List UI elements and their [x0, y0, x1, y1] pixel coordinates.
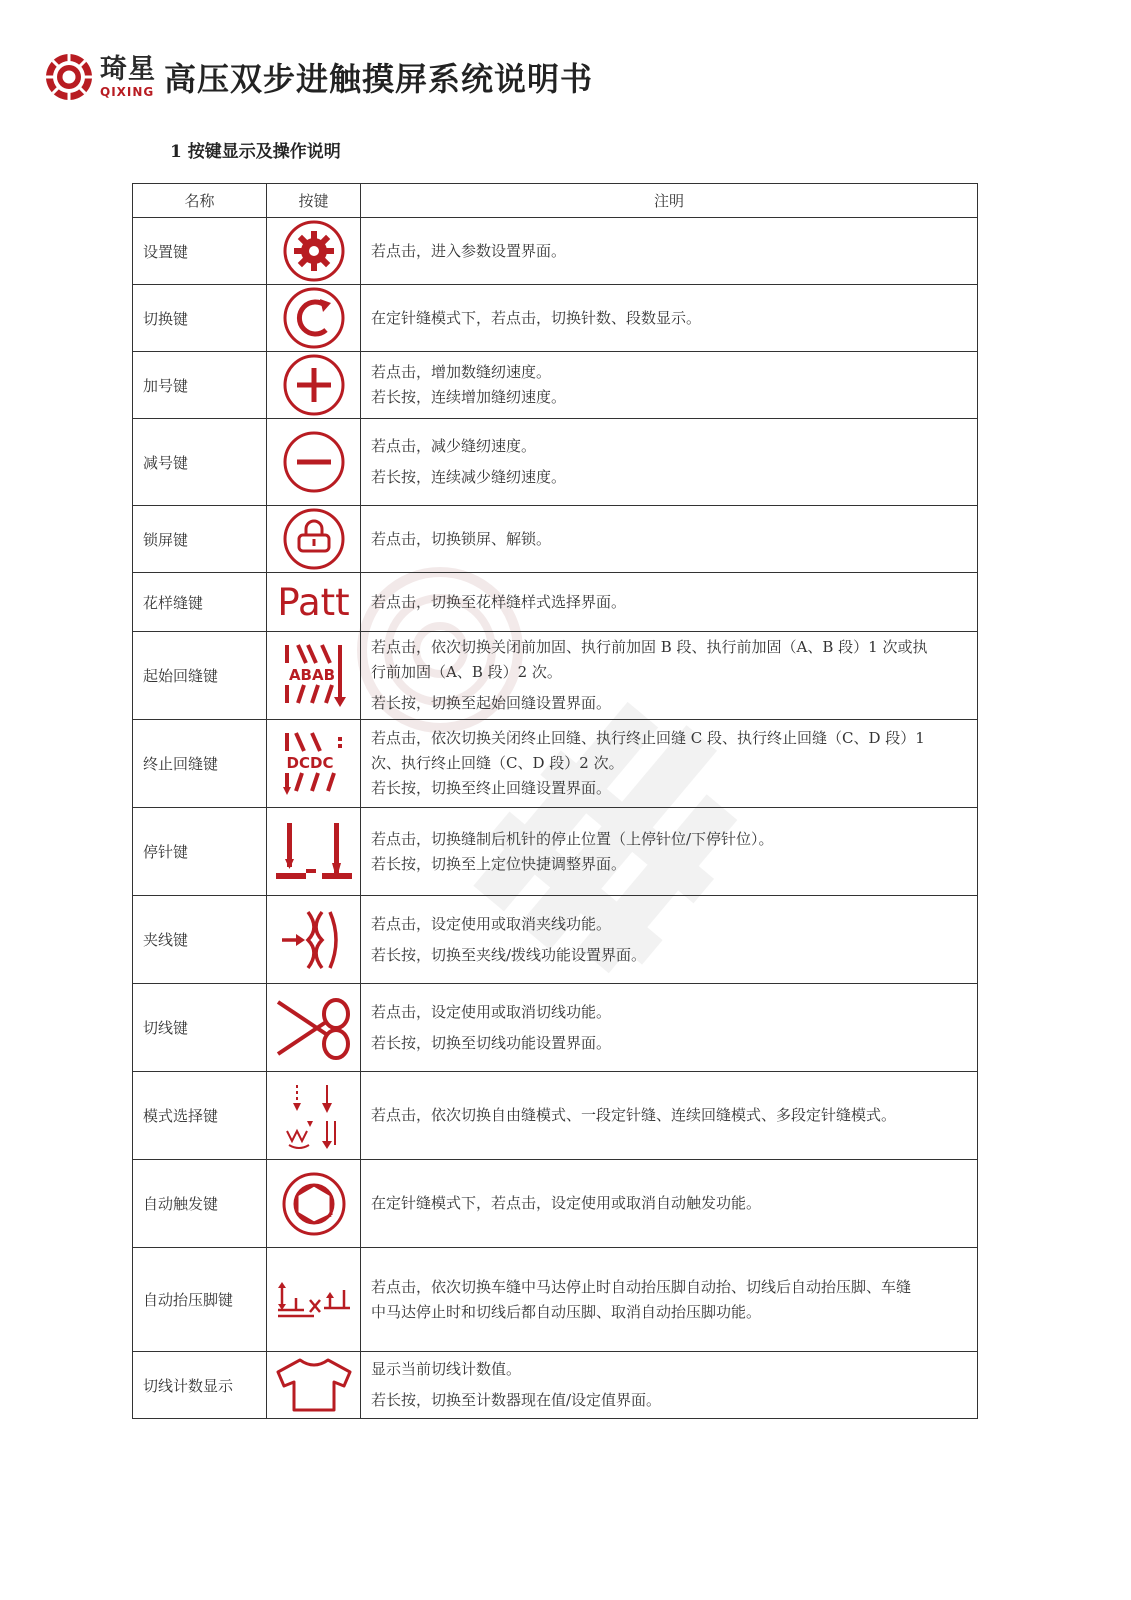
key-name: 终止回缝键 [133, 720, 267, 808]
key-name: 减号键 [133, 419, 267, 506]
table-row [133, 218, 978, 285]
patt-icon [267, 573, 361, 632]
description-line: 次、执行终止回缝（C、D 段）2 次。 [371, 754, 624, 772]
column-header-name: 名称 [133, 184, 267, 218]
key-name: 切线键 [133, 984, 267, 1072]
column-header-note: 注明 [361, 184, 978, 218]
key-description [361, 573, 978, 632]
description-line: 若长按，切换至计数器现在值/设定值界面。 [371, 1391, 662, 1409]
description-line: 若点击，设定使用或取消夹线功能。 [371, 914, 612, 933]
key-icon-cell [267, 218, 361, 285]
key-description [361, 218, 978, 285]
key-icon-cell [267, 632, 361, 720]
end-backtack-icon-label: DCDC [286, 753, 333, 772]
end-backtack-icon [278, 729, 350, 799]
key-description [361, 632, 978, 720]
description-line: 若点击，依次切换关闭前加固、执行前加固 B 段、执行前加固（A、B 段）1 次或执 [371, 638, 928, 656]
needle-stop-icon [274, 819, 354, 885]
description-line: 若点击，依次切换自由缝模式、一段定针缝、连续回缝模式、多段定针缝模式。 [371, 1106, 897, 1124]
switch-c-icon [282, 286, 346, 350]
table-row [133, 896, 978, 984]
description-line: 若长按，切换至终止回缝设置界面。 [371, 779, 612, 797]
qixing-logo-icon [44, 52, 94, 102]
start-backtack-icon [278, 641, 350, 711]
table-row [133, 352, 978, 419]
description-line: 若点击，依次切换车缝中马达停止时自动抬压脚自动抬、切线后自动抬压脚、车缝 [371, 1277, 912, 1296]
key-icon-cell [267, 1072, 361, 1160]
key-icon-cell [267, 285, 361, 352]
description-line: 若点击，增加数缝纫速度。 [371, 363, 552, 381]
key-name: 停针键 [133, 808, 267, 896]
scissors-icon [274, 994, 354, 1062]
table-row [133, 1072, 978, 1160]
key-description [361, 1352, 978, 1419]
table-row [133, 1248, 978, 1352]
shirt-icon [274, 1356, 354, 1414]
brand-name-cn: 琦星 [100, 54, 156, 85]
table-header-row [133, 184, 978, 218]
key-description [361, 285, 978, 352]
plus-icon [282, 353, 346, 417]
description-line: 若点击，依次切换关闭终止回缝、执行终止回缝 C 段、执行终止回缝（C、D 段）1 [371, 729, 925, 747]
key-name: 加号键 [133, 352, 267, 419]
key-description [361, 506, 978, 573]
table-row [133, 1352, 978, 1419]
key-name: 花样缝键 [133, 573, 267, 632]
description-line: 若点击，切换锁屏、解锁。 [371, 529, 552, 548]
table-row [133, 1160, 978, 1248]
table-row [133, 285, 978, 352]
key-description [361, 896, 978, 984]
key-table [132, 183, 978, 1419]
table-row [133, 573, 978, 632]
key-icon-cell [267, 1352, 361, 1419]
key-description [361, 1072, 978, 1160]
start-backtack-icon-label: ABAB [288, 665, 335, 684]
description-line: 若长按，切换至上定位快捷调整界面。 [371, 854, 627, 873]
key-icon-cell [267, 352, 361, 419]
description-line: 若长按，连续增加缝纫速度。 [371, 388, 567, 406]
description-line: 若长按，连续减少缝纫速度。 [371, 468, 567, 486]
key-name: 锁屏键 [133, 506, 267, 573]
lock-icon [282, 507, 346, 571]
section-heading: 1 按键显示及操作说明 [170, 142, 341, 162]
description-line: 若长按，切换至起始回缝设置界面。 [371, 694, 612, 712]
description-line: 中马达停止时和切线后都自动压脚、取消自动抬压脚功能。 [371, 1302, 762, 1321]
key-name: 切换键 [133, 285, 267, 352]
table-row [133, 419, 978, 506]
document-title: 高压双步进触摸屏系统说明书 [164, 60, 594, 98]
brand-name-en: QIXING [100, 85, 155, 99]
key-name: 切线计数显示 [133, 1352, 267, 1419]
presser-foot-icon [274, 1280, 354, 1320]
key-description [361, 1160, 978, 1248]
description-line: 若点击，切换至花样缝样式选择界面。 [371, 592, 627, 611]
table-row [133, 506, 978, 573]
table-row [133, 720, 978, 808]
table-row [133, 984, 978, 1072]
key-icon-cell [267, 808, 361, 896]
key-icon-cell [267, 1160, 361, 1248]
key-name: 起始回缝键 [133, 632, 267, 720]
key-name: 夹线键 [133, 896, 267, 984]
description-line: 若点击，减少缝纫速度。 [371, 437, 537, 455]
key-description [361, 352, 978, 419]
key-name: 自动触发键 [133, 1160, 267, 1248]
minus-icon [282, 430, 346, 494]
description-line: 在定针缝模式下，若点击，切换针数、段数显示。 [371, 308, 702, 327]
key-icon-cell [267, 1248, 361, 1352]
description-line: 行前加固（A、B 段）2 次。 [371, 663, 562, 681]
table-row [133, 632, 978, 720]
description-line: 若长按，切换至切线功能设置界面。 [371, 1033, 612, 1052]
description-line: 显示当前切线计数值。 [371, 1360, 522, 1378]
description-line: 若长按，切换至夹线/拨线功能设置界面。 [371, 945, 647, 964]
auto-trigger-icon [281, 1171, 347, 1237]
key-description [361, 419, 978, 506]
document-header [44, 48, 593, 106]
column-header-key: 按键 [267, 184, 361, 218]
key-description [361, 720, 978, 808]
description-line: 在定针缝模式下，若点击，设定使用或取消自动触发功能。 [371, 1194, 762, 1212]
table-row [133, 808, 978, 896]
key-description [361, 808, 978, 896]
key-name: 设置键 [133, 218, 267, 285]
description-line: 若点击，切换缝制后机针的停止位置（上停针位/下停针位）。 [371, 829, 774, 848]
key-description [361, 1248, 978, 1352]
description-line: 若点击，设定使用或取消切线功能。 [371, 1002, 612, 1021]
gear-icon [282, 219, 346, 283]
key-icon-cell [267, 984, 361, 1072]
key-name: 模式选择键 [133, 1072, 267, 1160]
key-icon-cell [267, 896, 361, 984]
key-name: 自动抬压脚键 [133, 1248, 267, 1352]
key-icon-cell [267, 720, 361, 808]
key-description [361, 984, 978, 1072]
key-icon-cell [267, 506, 361, 573]
mode-select-icon [277, 1081, 351, 1151]
thread-clamp-icon [278, 908, 350, 972]
description-line: 若点击，进入参数设置界面。 [371, 241, 567, 260]
key-icon-cell [267, 419, 361, 506]
brand-logo-text [100, 56, 156, 98]
patt-icon-label: Patt [277, 580, 350, 624]
